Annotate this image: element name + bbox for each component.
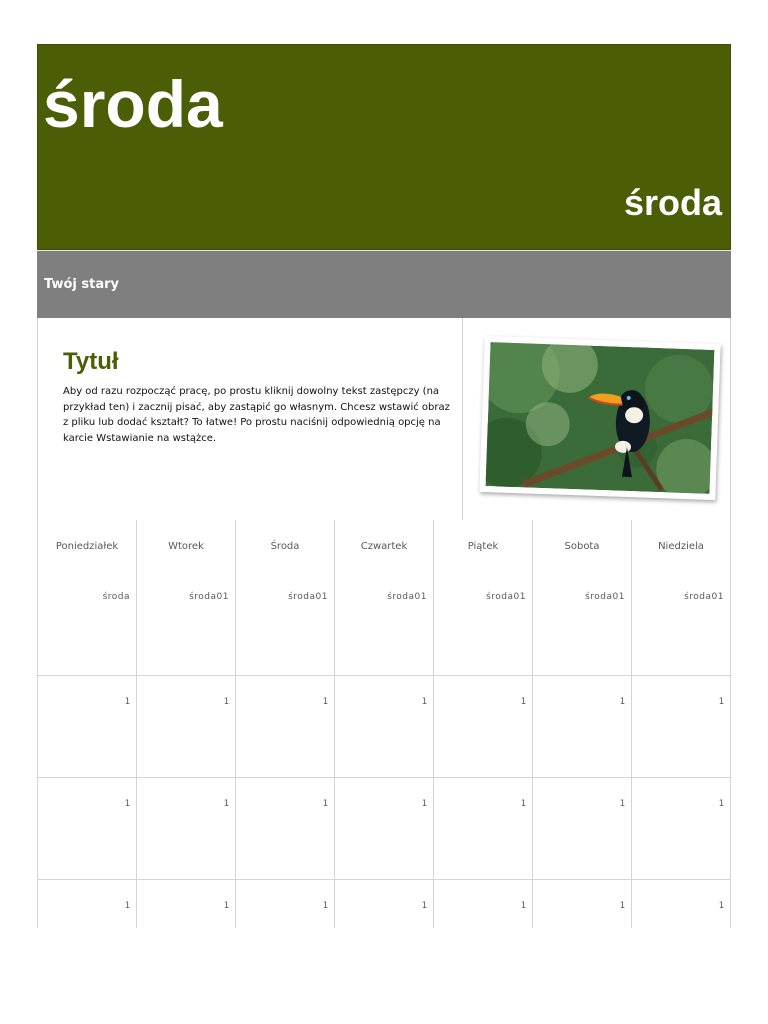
day-number: 1 bbox=[322, 901, 328, 911]
day-number: 1 bbox=[421, 697, 427, 707]
content-body[interactable]: Aby od razu rozpocząć pracę, po prostu kliknij dowolny tekst zastępczy (na przykład ten) i zacznij pisać, aby zastąpić go własnym. Chcesz wstawić obraz z pliku lub dodać kształt? To łatwe! Po prostu naciśnij odpowiednią opcję na karcie Wstawianie na wstążce. bbox=[63, 386, 450, 444]
day-cell[interactable] bbox=[632, 778, 730, 879]
day-cell[interactable] bbox=[335, 880, 434, 928]
day-number: 1 bbox=[322, 799, 328, 809]
day-number: 1 bbox=[619, 697, 625, 707]
day-cell[interactable] bbox=[632, 676, 730, 777]
day-number: środa bbox=[102, 592, 130, 602]
day-cell[interactable] bbox=[335, 778, 434, 879]
year-title[interactable]: środa bbox=[623, 182, 722, 223]
header-banner bbox=[37, 44, 731, 250]
day-cell[interactable] bbox=[533, 676, 632, 777]
day-number: 1 bbox=[124, 697, 130, 707]
day-cell[interactable] bbox=[434, 520, 533, 675]
day-cell[interactable] bbox=[38, 676, 137, 777]
day-number: środa01 bbox=[288, 592, 328, 602]
day-cell[interactable] bbox=[236, 520, 335, 675]
day-name: Czwartek bbox=[360, 541, 408, 552]
day-number: środa01 bbox=[387, 592, 427, 602]
toucan-image-icon bbox=[486, 342, 715, 494]
day-cell[interactable] bbox=[335, 520, 434, 675]
day-number: 1 bbox=[718, 901, 724, 911]
calendar-grid bbox=[37, 520, 731, 928]
day-cell[interactable] bbox=[137, 880, 236, 928]
toucan-photo[interactable] bbox=[479, 336, 720, 500]
day-cell[interactable] bbox=[38, 880, 137, 928]
content-divider bbox=[462, 318, 463, 520]
day-cell[interactable] bbox=[434, 880, 533, 928]
day-number: 1 bbox=[520, 697, 526, 707]
day-name: Sobota bbox=[564, 541, 600, 552]
day-cell[interactable] bbox=[533, 778, 632, 879]
day-name: Piątek bbox=[467, 541, 499, 552]
day-cell[interactable] bbox=[236, 676, 335, 777]
subtitle-text[interactable]: Twój stary bbox=[44, 277, 119, 292]
day-number: 1 bbox=[619, 901, 625, 911]
calendar-week-row bbox=[38, 880, 730, 928]
day-name: Wtorek bbox=[168, 541, 204, 552]
day-number: środa01 bbox=[585, 592, 625, 602]
day-number: 1 bbox=[718, 697, 724, 707]
day-number: 1 bbox=[421, 901, 427, 911]
day-cell[interactable] bbox=[533, 520, 632, 675]
day-cell[interactable] bbox=[38, 778, 137, 879]
day-cell[interactable] bbox=[434, 676, 533, 777]
day-number: środa01 bbox=[684, 592, 724, 602]
day-number: środa01 bbox=[189, 592, 229, 602]
calendar-week-row bbox=[38, 778, 730, 880]
day-cell[interactable] bbox=[236, 778, 335, 879]
day-number: 1 bbox=[520, 901, 526, 911]
day-number: 1 bbox=[124, 901, 130, 911]
day-number: 1 bbox=[223, 799, 229, 809]
day-number: 1 bbox=[421, 799, 427, 809]
content-title[interactable]: Tytuł bbox=[63, 348, 119, 375]
calendar-page bbox=[37, 44, 731, 520]
content-area bbox=[37, 318, 731, 520]
day-name: Poniedziałek bbox=[55, 541, 119, 552]
day-name: Niedziela bbox=[658, 541, 704, 552]
day-cell[interactable] bbox=[137, 520, 236, 675]
day-cell[interactable] bbox=[137, 778, 236, 879]
day-number: 1 bbox=[124, 799, 130, 809]
calendar-header-row bbox=[38, 520, 730, 676]
day-cell[interactable] bbox=[632, 880, 730, 928]
day-name: Środa bbox=[270, 541, 300, 552]
day-number: 1 bbox=[718, 799, 724, 809]
day-cell[interactable] bbox=[137, 676, 236, 777]
day-cell[interactable] bbox=[533, 880, 632, 928]
day-cell[interactable] bbox=[236, 880, 335, 928]
month-title[interactable]: środa bbox=[43, 67, 223, 141]
calendar-week-row bbox=[38, 676, 730, 778]
day-number: 1 bbox=[223, 697, 229, 707]
day-cell[interactable] bbox=[434, 778, 533, 879]
day-cell[interactable] bbox=[632, 520, 730, 675]
day-number: 1 bbox=[322, 697, 328, 707]
day-cell[interactable] bbox=[38, 520, 137, 675]
day-number: 1 bbox=[520, 799, 526, 809]
day-cell[interactable] bbox=[335, 676, 434, 777]
day-number: 1 bbox=[223, 901, 229, 911]
day-number: środa01 bbox=[486, 592, 526, 602]
subtitle-bar bbox=[37, 250, 731, 318]
day-number: 1 bbox=[619, 799, 625, 809]
